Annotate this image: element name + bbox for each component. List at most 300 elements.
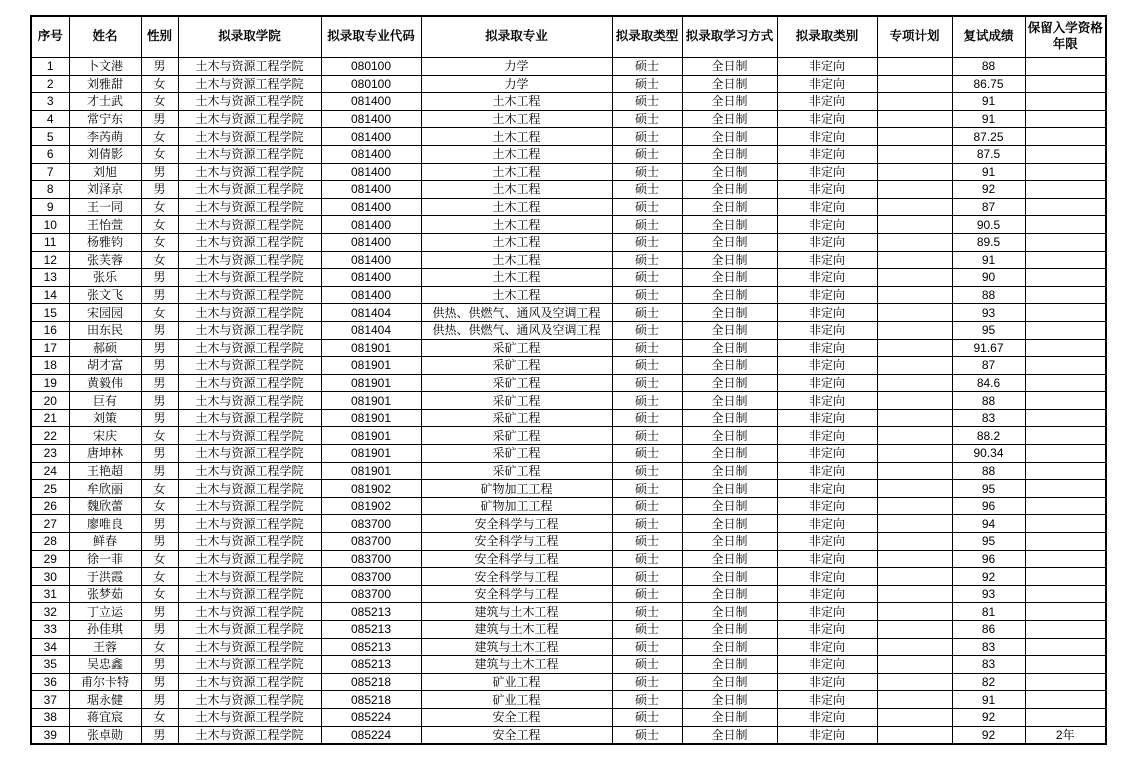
table-cell: 土木与资源工程学院 [178,638,321,656]
table-cell [877,726,952,744]
table-cell: 土木与资源工程学院 [178,708,321,726]
table-cell: 2 [31,75,69,93]
table-cell: 女 [141,638,178,656]
table-cell: 87.5 [952,145,1025,163]
table-cell: 王一同 [69,198,141,216]
table-cell: 采矿工程 [421,374,612,392]
table-cell [1025,550,1106,568]
table-cell [1025,392,1106,410]
table-cell: 土木与资源工程学院 [178,445,321,463]
table-cell: 矿业工程 [421,691,612,709]
table-cell: 5 [31,128,69,146]
table-cell: 全日制 [682,497,777,515]
table-row [31,392,1106,410]
table-cell: 女 [141,128,178,146]
table-cell: 男 [141,58,178,76]
table-cell: 35 [31,656,69,674]
table-cell: 土木工程 [421,110,612,128]
header-row [31,16,1106,58]
table-cell: 081404 [321,304,421,322]
table-cell: 女 [141,480,178,498]
table-cell: 于洪霞 [69,568,141,586]
table-cell [1025,216,1106,234]
table-cell: 土木工程 [421,216,612,234]
table-cell: 女 [141,585,178,603]
table-cell: 081901 [321,445,421,463]
table-cell: 硕士 [612,93,682,111]
table-cell: 全日制 [682,286,777,304]
table-cell: 非定向 [777,533,877,551]
table-cell: 硕士 [612,357,682,375]
table-cell: 全日制 [682,357,777,375]
table-cell: 24 [31,462,69,480]
table-cell: 081400 [321,93,421,111]
table-cell: 全日制 [682,181,777,199]
table-cell: 全日制 [682,621,777,639]
table-cell [1025,181,1106,199]
table-cell: 土木与资源工程学院 [178,374,321,392]
table-cell: 085224 [321,708,421,726]
table-cell: 全日制 [682,216,777,234]
table-cell: 土木与资源工程学院 [178,163,321,181]
table-cell [1025,93,1106,111]
table-cell: 才士武 [69,93,141,111]
column-header: 拟录取学习方式 [682,16,777,58]
table-cell: 081400 [321,128,421,146]
table-row [31,726,1106,744]
table-cell: 非定向 [777,585,877,603]
table-cell: 女 [141,233,178,251]
table-cell: 土木与资源工程学院 [178,233,321,251]
table-cell: 083700 [321,533,421,551]
table-cell: 全日制 [682,673,777,691]
table-cell: 安全科学与工程 [421,533,612,551]
table-cell: 92 [952,726,1025,744]
table-cell: 土木工程 [421,181,612,199]
table-cell: 非定向 [777,497,877,515]
table-row [31,339,1106,357]
table-cell: 土木与资源工程学院 [178,621,321,639]
table-cell: 91.67 [952,339,1025,357]
table-cell: 男 [141,374,178,392]
table-cell: 全日制 [682,550,777,568]
table-cell: 全日制 [682,603,777,621]
admission-table [30,15,1107,745]
table-cell: 37 [31,691,69,709]
table-cell: 全日制 [682,321,777,339]
table-cell: 89.5 [952,233,1025,251]
table-cell: 男 [141,533,178,551]
table-cell [877,497,952,515]
table-cell [877,251,952,269]
table-cell: 女 [141,251,178,269]
table-cell: 土木工程 [421,128,612,146]
table-cell: 非定向 [777,198,877,216]
table-cell: 男 [141,409,178,427]
table-cell [1025,533,1106,551]
table-cell: 非定向 [777,216,877,234]
table-cell [1025,568,1106,586]
table-cell: 081902 [321,497,421,515]
table-cell: 硕士 [612,233,682,251]
table-cell: 081901 [321,409,421,427]
table-cell [1025,198,1106,216]
table-cell: 土木工程 [421,145,612,163]
table-cell: 张乐 [69,269,141,287]
table-cell [877,409,952,427]
table-cell: 87.25 [952,128,1025,146]
table-cell [1025,656,1106,674]
table-cell: 土木与资源工程学院 [178,110,321,128]
table-cell: 鲜春 [69,533,141,551]
table-cell: 土木与资源工程学院 [178,585,321,603]
table-cell: 土木与资源工程学院 [178,286,321,304]
table-cell: 男 [141,673,178,691]
table-cell: 采矿工程 [421,357,612,375]
table-cell: 27 [31,515,69,533]
table-cell: 87 [952,357,1025,375]
table-cell: 硕士 [612,708,682,726]
table-cell: 土木与资源工程学院 [178,339,321,357]
table-cell: 全日制 [682,128,777,146]
table-cell: 硕士 [612,497,682,515]
table-cell [1025,427,1106,445]
table-row [31,216,1106,234]
table-cell: 男 [141,691,178,709]
table-cell: 硕士 [612,585,682,603]
table-cell: 全日制 [682,75,777,93]
table-cell: 081400 [321,233,421,251]
table-cell: 土木与资源工程学院 [178,269,321,287]
table-cell: 88.2 [952,427,1025,445]
table-row [31,409,1106,427]
table-row [31,269,1106,287]
table-cell: 11 [31,233,69,251]
table-cell: 男 [141,163,178,181]
table-cell: 土木与资源工程学院 [178,515,321,533]
table-cell: 土木工程 [421,251,612,269]
table-cell: 非定向 [777,480,877,498]
table-cell: 081902 [321,480,421,498]
table-cell: 96 [952,550,1025,568]
table-cell: 全日制 [682,515,777,533]
table-cell: 全日制 [682,427,777,445]
table-cell: 88 [952,462,1025,480]
table-cell: 土木与资源工程学院 [178,128,321,146]
table-cell: 81 [952,603,1025,621]
table-cell: 90.34 [952,445,1025,463]
table-cell [877,216,952,234]
table-cell: 硕士 [612,656,682,674]
table-cell [1025,497,1106,515]
table-cell [877,75,952,93]
table-cell: 全日制 [682,233,777,251]
table-cell: 081400 [321,269,421,287]
table-cell: 13 [31,269,69,287]
table-cell: 巨有 [69,392,141,410]
table-cell: 土木与资源工程学院 [178,497,321,515]
table-cell [1025,339,1106,357]
table-cell: 硕士 [612,409,682,427]
table-cell: 全日制 [682,110,777,128]
table-cell: 采矿工程 [421,462,612,480]
table-cell: 土木与资源工程学院 [178,603,321,621]
table-row [31,568,1106,586]
table-row [31,128,1106,146]
table-cell [877,691,952,709]
table-cell [877,445,952,463]
table-cell [877,673,952,691]
table-cell [877,128,952,146]
table-cell: 92 [952,568,1025,586]
table-cell: 丁立运 [69,603,141,621]
table-cell: 95 [952,480,1025,498]
table-row [31,198,1106,216]
table-cell: 085213 [321,656,421,674]
table-cell: 全日制 [682,304,777,322]
table-cell: 采矿工程 [421,445,612,463]
table-cell: 土木与资源工程学院 [178,321,321,339]
table-row [31,233,1106,251]
table-cell: 女 [141,216,178,234]
table-cell: 硕士 [612,374,682,392]
table-cell [1025,621,1106,639]
table-cell: 男 [141,656,178,674]
table-row [31,304,1106,322]
table-cell: 91 [952,110,1025,128]
table-cell: 牟欣丽 [69,480,141,498]
table-cell: 非定向 [777,339,877,357]
table-cell: 男 [141,515,178,533]
table-cell: 安全工程 [421,708,612,726]
table-cell: 085213 [321,638,421,656]
column-header: 保留入学资格年限 [1025,16,1106,58]
table-cell: 女 [141,75,178,93]
column-header: 性别 [141,16,178,58]
table-cell: 92 [952,708,1025,726]
table-cell [1025,251,1106,269]
table-cell: 085218 [321,673,421,691]
table-cell: 土木与资源工程学院 [178,550,321,568]
table-cell: 硕士 [612,75,682,93]
table-cell: 郝硕 [69,339,141,357]
table-cell [877,145,952,163]
table-cell: 硕士 [612,638,682,656]
table-row [31,93,1106,111]
table-cell [877,550,952,568]
table-cell: 9 [31,198,69,216]
table-cell: 张芙蓉 [69,251,141,269]
table-cell: 男 [141,181,178,199]
table-cell: 杨雅钧 [69,233,141,251]
table-row [31,550,1106,568]
table-cell: 力学 [421,75,612,93]
table-cell: 非定向 [777,656,877,674]
table-cell: 非定向 [777,621,877,639]
table-row [31,427,1106,445]
table-cell [877,480,952,498]
column-header: 拟录取学院 [178,16,321,58]
table-cell: 男 [141,286,178,304]
table-cell: 21 [31,409,69,427]
table-cell [877,515,952,533]
table-cell: 土木与资源工程学院 [178,251,321,269]
table-cell: 非定向 [777,181,877,199]
table-cell: 土木工程 [421,233,612,251]
table-cell: 非定向 [777,304,877,322]
table-cell [1025,673,1106,691]
table-cell: 全日制 [682,638,777,656]
table-cell: 非定向 [777,251,877,269]
table-cell: 张文飞 [69,286,141,304]
table-cell: 39 [31,726,69,744]
table-cell: 083700 [321,568,421,586]
table-cell: 081400 [321,198,421,216]
table-cell [877,603,952,621]
table-cell: 20 [31,392,69,410]
table-cell: 全日制 [682,163,777,181]
table-cell: 刘策 [69,409,141,427]
table-cell: 唐坤林 [69,445,141,463]
table-cell: 土木与资源工程学院 [178,75,321,93]
table-cell: 男 [141,392,178,410]
table-cell: 085213 [321,603,421,621]
table-cell: 土木与资源工程学院 [178,392,321,410]
table-cell: 矿物加工工程 [421,480,612,498]
table-cell: 全日制 [682,726,777,744]
table-cell: 土木与资源工程学院 [178,533,321,551]
table-cell: 081400 [321,286,421,304]
table-cell [1025,110,1106,128]
table-cell: 全日制 [682,93,777,111]
table-cell: 土木工程 [421,198,612,216]
table-cell: 23 [31,445,69,463]
table-cell: 非定向 [777,357,877,375]
table-cell: 采矿工程 [421,409,612,427]
table-cell [1025,585,1106,603]
table-cell: 硕士 [612,181,682,199]
table-cell [877,427,952,445]
table-cell [1025,708,1106,726]
table-cell: 非定向 [777,409,877,427]
table-row [31,445,1106,463]
table-cell [1025,374,1106,392]
table-cell: 非定向 [777,673,877,691]
table-cell: 非定向 [777,233,877,251]
table-cell: 土木与资源工程学院 [178,198,321,216]
table-cell: 硕士 [612,673,682,691]
table-cell: 87 [952,198,1025,216]
table-cell [877,304,952,322]
table-cell: 男 [141,357,178,375]
table-cell: 3 [31,93,69,111]
table-cell [1025,321,1106,339]
table-cell: 25 [31,480,69,498]
table-cell: 刘泽京 [69,181,141,199]
table-cell [877,233,952,251]
table-cell: 081901 [321,427,421,445]
table-cell: 孙佳琪 [69,621,141,639]
table-cell: 硕士 [612,198,682,216]
table-cell: 土木与资源工程学院 [178,691,321,709]
table-cell [1025,304,1106,322]
table-cell: 28 [31,533,69,551]
table-cell: 非定向 [777,427,877,445]
table-cell [877,638,952,656]
table-cell: 胡才富 [69,357,141,375]
table-row [31,110,1106,128]
table-cell: 081400 [321,163,421,181]
table-cell: 硕士 [612,251,682,269]
table-cell: 硕士 [612,445,682,463]
table-cell [877,585,952,603]
table-cell: 91 [952,163,1025,181]
table-cell: 土木与资源工程学院 [178,181,321,199]
table-cell: 硕士 [612,568,682,586]
table-cell: 非定向 [777,691,877,709]
table-cell: 16 [31,321,69,339]
table-row [31,708,1106,726]
table-cell [1025,75,1106,93]
table-cell: 土木与资源工程学院 [178,427,321,445]
table-cell: 硕士 [612,128,682,146]
table-cell: 全日制 [682,445,777,463]
table-row [31,75,1106,93]
table-cell [1025,58,1106,76]
table-cell [1025,286,1106,304]
table-cell [877,163,952,181]
table-cell: 全日制 [682,462,777,480]
table-cell: 86 [952,621,1025,639]
table-cell: 硕士 [612,392,682,410]
table-cell: 全日制 [682,145,777,163]
table-cell [877,93,952,111]
table-cell [1025,128,1106,146]
table-cell: 蒋宜宸 [69,708,141,726]
table-cell: 建筑与土木工程 [421,621,612,639]
table-cell: 王蓉 [69,638,141,656]
table-cell: 非定向 [777,568,877,586]
table-cell: 非定向 [777,726,877,744]
table-cell: 常宁东 [69,110,141,128]
table-cell: 硕士 [612,339,682,357]
table-cell: 085224 [321,726,421,744]
table-cell: 徐一菲 [69,550,141,568]
table-cell: 86.75 [952,75,1025,93]
table-cell: 83 [952,656,1025,674]
table-cell [877,286,952,304]
table-cell: 非定向 [777,128,877,146]
table-cell: 2年 [1025,726,1106,744]
table-cell: 安全科学与工程 [421,568,612,586]
table-cell [877,110,952,128]
table-cell: 女 [141,198,178,216]
table-cell: 18 [31,357,69,375]
table-cell: 非定向 [777,374,877,392]
table-cell: 15 [31,304,69,322]
table-cell: 硕士 [612,110,682,128]
table-cell: 非定向 [777,550,877,568]
table-cell: 土木与资源工程学院 [178,673,321,691]
table-cell: 魏欣蕾 [69,497,141,515]
table-cell: 31 [31,585,69,603]
table-cell: 女 [141,550,178,568]
table-cell: 女 [141,145,178,163]
table-cell: 安全工程 [421,726,612,744]
table-cell: 非定向 [777,58,877,76]
table-cell [877,568,952,586]
table-cell: 非定向 [777,269,877,287]
